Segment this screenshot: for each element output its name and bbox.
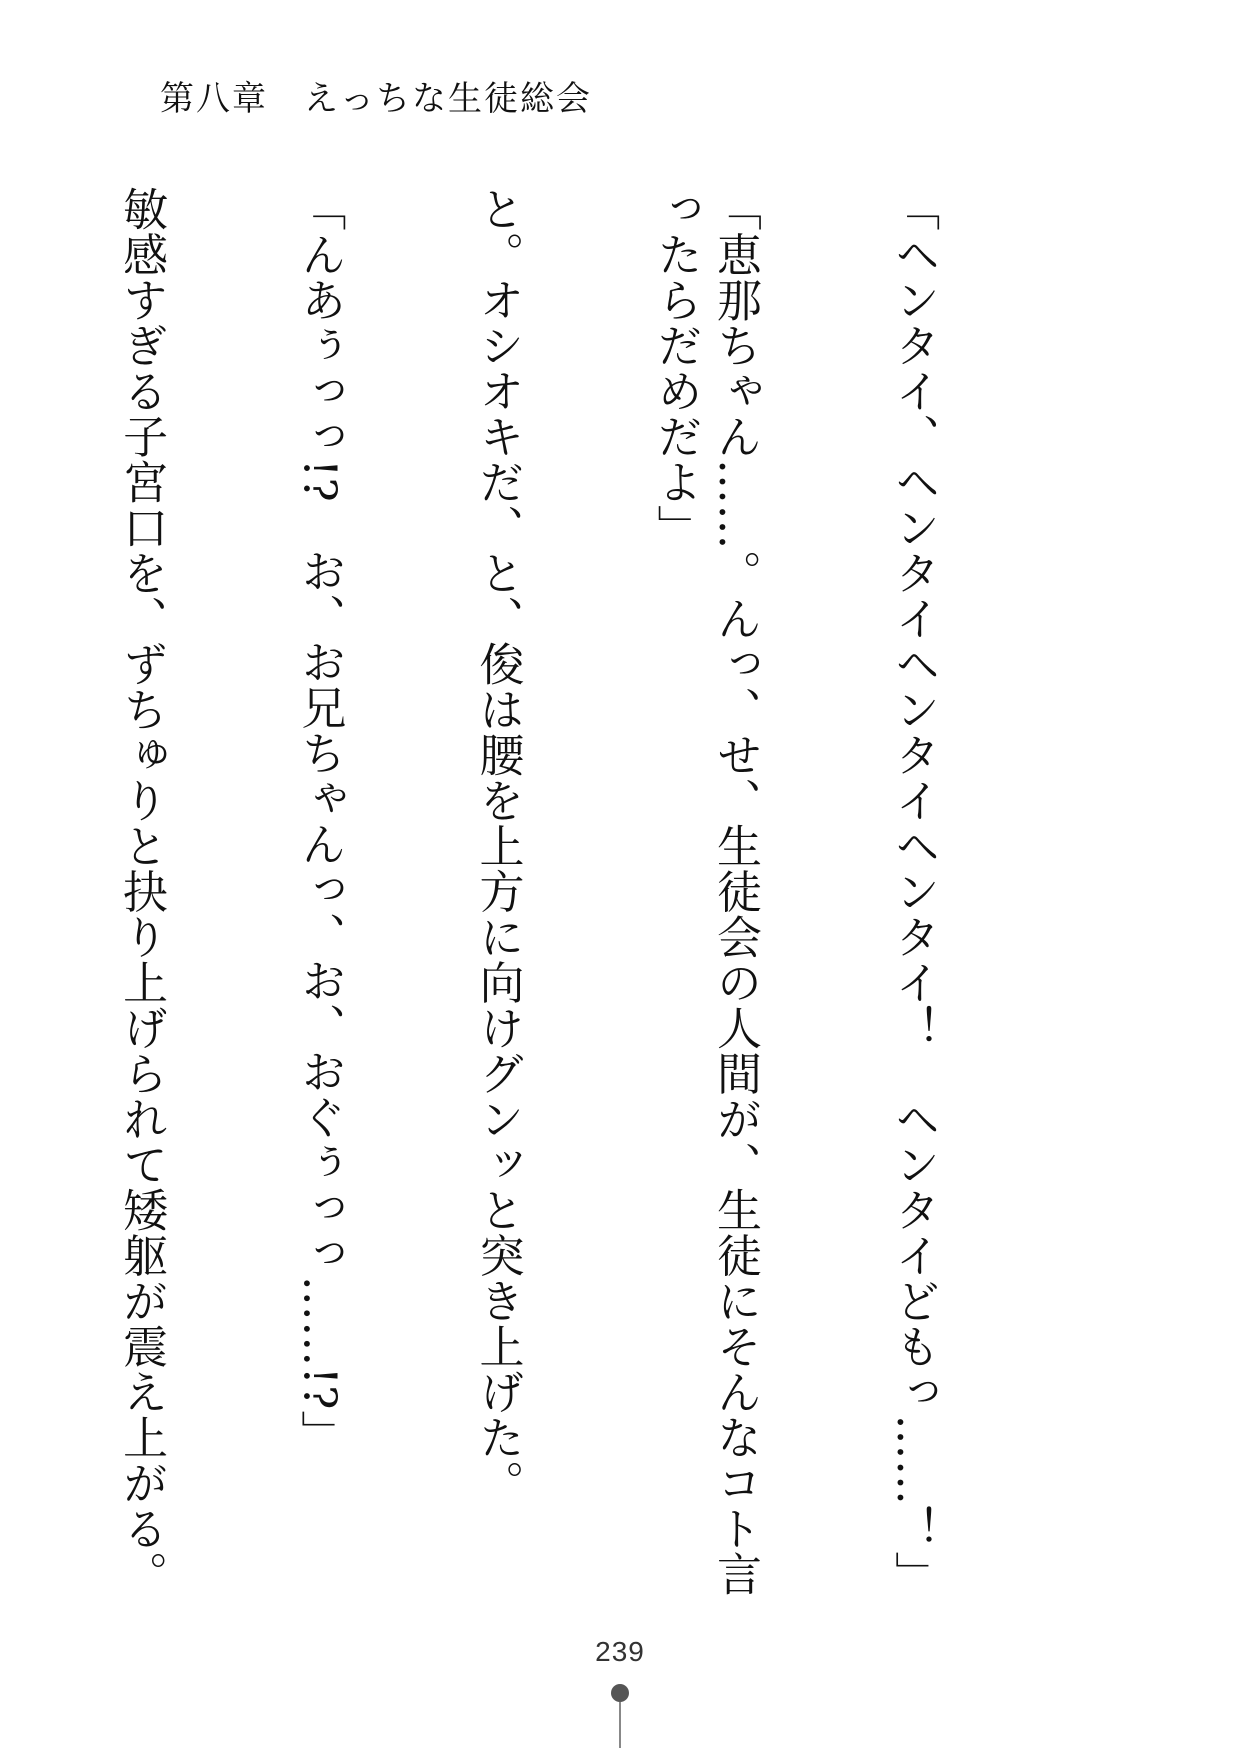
body-text xyxy=(0,186,1062,1626)
text-line: 敏感すぎる子宮口を、ずちゅりと抉り上げられて矮躯が震え上がる。 xyxy=(115,186,169,1597)
text-line: 「んあぅっっ!? お、お兄ちゃんっ、お、おぐぅっっ……!?」 xyxy=(293,186,347,1456)
text-line: と。オシオキだ、と、俊は腰を上方に向けグンッと突き上げた。 xyxy=(471,186,525,1506)
marker-dot xyxy=(611,1684,629,1702)
page-marker-icon xyxy=(611,1684,629,1748)
text-line: 「ヘンタイ、ヘンタイヘンタイヘンタイ！ ヘンタイどもっ……！」 xyxy=(887,186,941,1597)
marker-stem xyxy=(619,1702,621,1748)
page-number: 239 xyxy=(595,1636,645,1667)
text-line: 「恵那ちゃん……。んっ、せ、生徒会の人間が、生徒にそんなコト言ったらだめだよ」 xyxy=(649,186,763,1597)
chapter-header: 第八章 えっちな生徒総会 xyxy=(160,79,592,119)
